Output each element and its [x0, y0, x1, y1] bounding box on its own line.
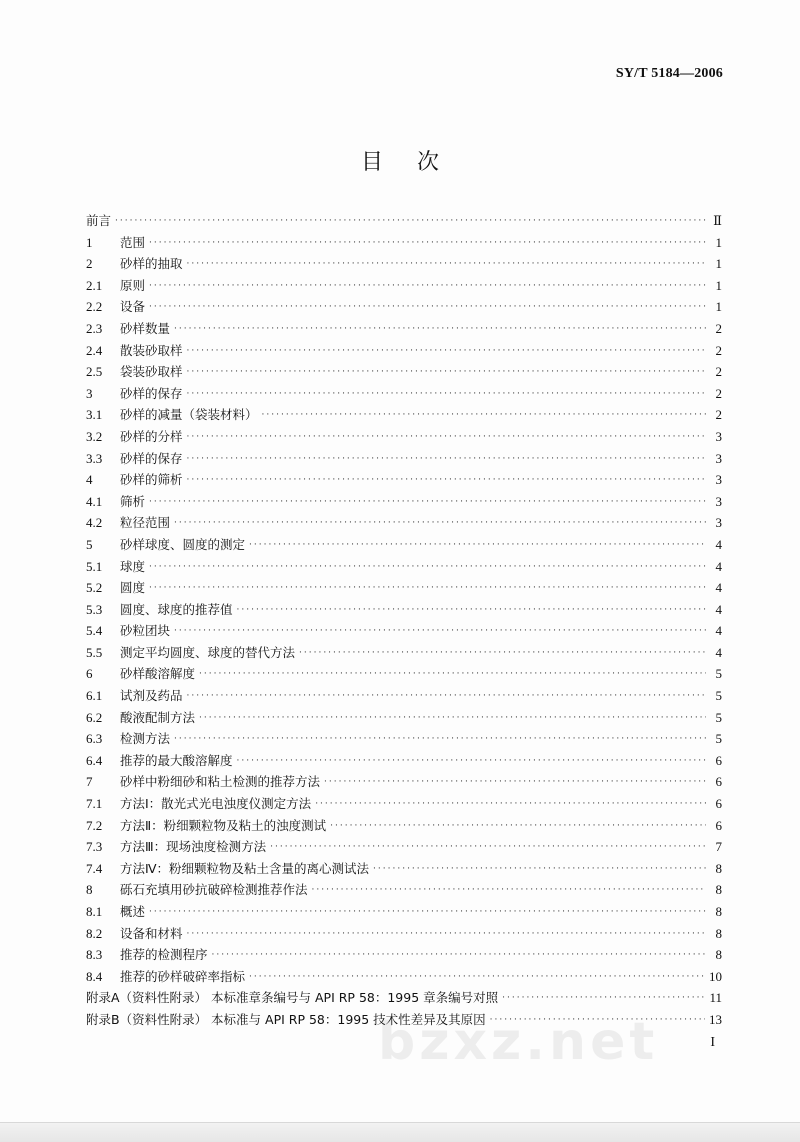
toc-entry[interactable]	[86, 663, 722, 685]
toc-leader-dots	[187, 924, 706, 946]
toc-entry[interactable]	[86, 901, 722, 923]
toc-entry-page: 4	[715, 623, 722, 639]
toc-entry-label: 方法Ⅲ：现场浊度检测方法	[120, 839, 267, 855]
toc-entry-number: 5.4	[86, 623, 103, 639]
toc-entry-label: 前言	[86, 213, 112, 228]
toc-entry-label: 粒径范围	[120, 515, 171, 531]
toc-entry[interactable]	[86, 512, 722, 534]
toc-entry-number: 5.1	[86, 558, 103, 574]
toc-leader-dots	[490, 1010, 705, 1032]
toc-leader-dots	[324, 772, 706, 794]
toc-entry-number: 6.3	[86, 731, 103, 747]
toc-leader-dots	[312, 880, 706, 902]
toc-entry-label: 筛析	[120, 493, 146, 509]
toc-entry[interactable]	[86, 944, 722, 966]
toc-entry-page: 2	[715, 320, 722, 336]
toc-entry[interactable]	[86, 296, 722, 318]
toc-entry-page: 2	[715, 407, 722, 423]
toc-entry-label: 砂样的保存	[120, 385, 183, 401]
toc-entry-number: 2.3	[86, 320, 103, 336]
toc-entry-label: 散装砂取样	[120, 342, 183, 358]
toc-entry-number: 3.1	[86, 407, 103, 423]
page-bottom-edge	[0, 1122, 800, 1142]
toc-leader-dots	[237, 751, 706, 773]
toc-entry[interactable]	[86, 771, 722, 793]
toc-entry-label: 原则	[120, 277, 146, 293]
toc-entry[interactable]	[86, 491, 722, 513]
toc-entry[interactable]	[86, 404, 722, 426]
toc-entry-page: 2	[715, 364, 722, 380]
toc-leader-dots	[149, 297, 706, 319]
toc-leader-dots	[315, 794, 706, 816]
toc-entry-number: 2.1	[86, 277, 103, 293]
toc-entry[interactable]	[86, 728, 722, 750]
toc-entry-page: 3	[715, 472, 722, 488]
toc-leader-dots	[174, 513, 706, 535]
toc-entry-label: 试剂及药品	[120, 688, 183, 704]
toc-leader-dots	[187, 686, 706, 708]
toc-entry[interactable]	[86, 599, 722, 621]
toc-entry-number: 4.1	[86, 493, 103, 509]
toc-entry[interactable]	[86, 620, 722, 642]
toc-leader-dots	[187, 362, 706, 384]
toc-entry-label: 范围	[120, 234, 146, 250]
toc-leader-dots	[249, 967, 705, 989]
toc-entry[interactable]	[86, 879, 722, 901]
toc-entry-number: 6.1	[86, 688, 103, 704]
toc-entry-label: 砾石充填用砂抗破碎检测推荐作法	[120, 882, 308, 898]
toc-entry-number: 8.1	[86, 904, 103, 919]
toc-entry-page: Ⅱ	[713, 213, 722, 228]
toc-leader-dots	[187, 427, 706, 449]
toc-entry-label: 砂样的减量（袋装材料）	[120, 407, 258, 423]
toc-leader-dots	[270, 837, 706, 859]
toc-entry-label: 推荐的检测程序	[120, 947, 208, 963]
toc-entry[interactable]	[86, 966, 722, 988]
toc-leader-dots	[199, 708, 706, 730]
toc-entry-number: 3.2	[86, 428, 103, 444]
toc-entry-page: 1	[715, 256, 722, 272]
toc-leader-dots	[174, 621, 706, 643]
toc-entry[interactable]	[86, 836, 722, 858]
toc-leader-dots	[149, 557, 706, 579]
toc-entry-label: 圆度、球度的推荐值	[120, 601, 233, 617]
toc-entry[interactable]	[86, 707, 722, 729]
toc-leader-dots	[187, 449, 706, 471]
toc-entry-number: 2.5	[86, 364, 103, 380]
toc-entry[interactable]	[86, 210, 722, 232]
toc-entry[interactable]	[86, 642, 722, 664]
toc-entry-number: 8.3	[86, 947, 103, 963]
toc-entry[interactable]	[86, 448, 722, 470]
toc-entry-label: 推荐的砂样破碎率指标	[120, 968, 246, 984]
toc-entry[interactable]	[86, 793, 722, 815]
toc-entry[interactable]	[86, 1009, 722, 1031]
toc-entry-label: 方法Ⅱ：粉细颗粒物及粘土的浊度测试	[120, 817, 327, 833]
toc-entry[interactable]	[86, 426, 722, 448]
toc-entry-label: 方法Ⅳ：粉细颗粒物及粘土含量的离心测试法	[120, 860, 370, 876]
toc-leader-dots	[187, 470, 706, 492]
toc-entry-label: 测定平均圆度、球度的替代方法	[120, 644, 296, 660]
toc-entry-label: 砂样的分样	[120, 428, 183, 444]
toc-entry[interactable]	[86, 361, 722, 383]
toc-entry[interactable]	[86, 577, 722, 599]
toc-entry-label: 设备	[120, 299, 146, 315]
toc-entry-label: 砂样中粉细砂和粘土检测的推荐方法	[120, 774, 321, 790]
toc-entry-label: 砂样球度、圆度的测定	[120, 536, 246, 552]
toc-leader-dots	[237, 600, 706, 622]
toc-title: 目次	[360, 150, 473, 175]
toc-leader-dots	[149, 902, 706, 924]
toc-entry-label: 设备和材料	[120, 925, 183, 941]
toc-entry-number: 7.2	[86, 817, 103, 833]
toc-entry[interactable]	[86, 685, 722, 707]
toc-entry-number: 4	[86, 472, 93, 488]
toc-entry-page: 3	[715, 515, 722, 531]
toc-leader-dots	[187, 254, 706, 276]
toc-leader-dots	[149, 578, 706, 600]
toc-entry-number: 2	[86, 256, 93, 272]
toc-entry-number: 7.1	[86, 796, 103, 812]
toc-entry[interactable]	[86, 383, 722, 405]
toc-entry-number: 8.4	[86, 968, 103, 984]
toc-entry-label: 砂样酸溶解度	[120, 666, 196, 682]
toc-entry[interactable]	[86, 987, 722, 1009]
toc-entry-label: 砂样的抽取	[120, 256, 183, 272]
toc-entry-page: 4	[715, 644, 722, 660]
toc-leader-dots	[149, 492, 706, 514]
toc-entry-number: 6.4	[86, 752, 103, 768]
toc-entry-number: 5	[86, 536, 93, 552]
toc-entry-page: 6	[715, 817, 722, 833]
toc-entry-page: 3	[715, 450, 722, 466]
toc-entry-number: 7.3	[86, 839, 103, 855]
toc-entry-page: 10	[709, 968, 722, 984]
toc-entry-page: 5	[715, 731, 722, 747]
toc-entry-page: 8	[715, 925, 722, 941]
toc-entry-page: 5	[715, 709, 722, 725]
toc-entry[interactable]	[86, 275, 722, 297]
toc-entry-label: 检测方法	[120, 731, 171, 747]
toc-leader-dots	[187, 384, 706, 406]
toc-entry-label: 附录B（资料性附录） 本标准与 API RP 58：1995 技术性差异及其原因	[86, 1011, 486, 1027]
toc-entry[interactable]	[86, 815, 722, 837]
toc-entry-number: 3	[86, 385, 93, 401]
toc-leader-dots	[115, 211, 706, 233]
toc-entry[interactable]	[86, 232, 722, 254]
toc-entry-number: 5.2	[86, 580, 103, 596]
standard-code: SY/T 5184—2006	[615, 66, 723, 81]
toc-entry-label: 砂样的筛析	[120, 472, 183, 488]
toc-entry-page: 6	[715, 752, 722, 768]
toc-leader-dots	[502, 988, 705, 1010]
toc-entry-number: 8	[86, 882, 93, 898]
toc-entry-page: 3	[715, 428, 722, 444]
toc-entry-number: 2.4	[86, 342, 103, 358]
toc-entry-number: 7.4	[86, 860, 103, 876]
toc-entry-page: 1	[715, 277, 722, 293]
toc-entry-page: 8	[715, 904, 722, 919]
toc-entry[interactable]	[86, 556, 722, 578]
toc-entry-page: 3	[715, 493, 722, 509]
toc-entry-page: 8	[715, 860, 722, 876]
toc-leader-dots	[199, 664, 706, 686]
toc-entry-number: 6	[86, 666, 93, 682]
toc-entry-page: 1	[715, 234, 722, 250]
toc-entry-page: 4	[715, 558, 722, 574]
toc-entry[interactable]	[86, 340, 722, 362]
toc-entry-label: 圆度	[120, 580, 146, 596]
toc-entry-label: 概述	[120, 904, 146, 919]
toc-leader-dots	[299, 643, 706, 665]
toc-entry-page: 1	[715, 299, 722, 315]
toc-entry-number: 4.2	[86, 515, 103, 531]
toc-entry[interactable]	[86, 923, 722, 945]
page-number-footer: I	[710, 1035, 715, 1050]
toc-entry[interactable]	[86, 318, 722, 340]
table-of-contents	[86, 210, 722, 1031]
toc-entry-label: 砂样数量	[120, 320, 171, 336]
toc-entry-label: 推荐的最大酸溶解度	[120, 752, 233, 768]
toc-leader-dots	[212, 945, 706, 967]
toc-entry-page: 5	[715, 688, 722, 704]
toc-entry-number: 8.2	[86, 925, 103, 941]
toc-entry-page: 4	[715, 580, 722, 596]
toc-entry-page: 4	[715, 536, 722, 552]
toc-entry-page: 5	[715, 666, 722, 682]
toc-entry-page: 2	[715, 385, 722, 401]
toc-leader-dots	[330, 816, 706, 838]
toc-leader-dots	[149, 233, 706, 255]
toc-entry-page: 8	[715, 947, 722, 963]
toc-entry-label: 袋装砂取样	[120, 364, 183, 380]
toc-entry-label: 球度	[120, 558, 146, 574]
toc-entry[interactable]	[86, 858, 722, 880]
toc-entry-number: 3.3	[86, 450, 103, 466]
toc-entry[interactable]	[86, 253, 722, 275]
toc-entry[interactable]	[86, 469, 722, 491]
watermark: bzxz.net	[378, 1012, 659, 1072]
toc-entry-number: 5.5	[86, 644, 103, 660]
toc-leader-dots	[249, 535, 706, 557]
toc-entry-page: 7	[715, 839, 722, 855]
toc-entry-number: 5.3	[86, 601, 103, 617]
toc-entry-label: 砂样的保存	[120, 450, 183, 466]
toc-leader-dots	[373, 859, 706, 881]
toc-entry-label: 砂粒团块	[120, 623, 171, 639]
toc-entry-number: 1	[86, 234, 93, 250]
toc-leader-dots	[149, 276, 706, 298]
toc-leader-dots	[187, 341, 706, 363]
toc-leader-dots	[262, 405, 706, 427]
toc-entry-page: 6	[715, 774, 722, 790]
toc-entry-page: 13	[709, 1011, 722, 1027]
toc-entry-page: 8	[715, 882, 722, 898]
toc-entry[interactable]	[86, 750, 722, 772]
toc-entry[interactable]	[86, 534, 722, 556]
toc-leader-dots	[174, 319, 706, 341]
toc-entry-page: 6	[715, 796, 722, 812]
toc-entry-number: 2.2	[86, 299, 103, 315]
toc-leader-dots	[174, 729, 706, 751]
toc-entry-page: 4	[715, 601, 722, 617]
toc-entry-label: 方法Ⅰ：散光式光电浊度仪测定方法	[120, 796, 312, 812]
toc-entry-label: 酸液配制方法	[120, 709, 196, 725]
toc-entry-label: 附录A（资料性附录） 本标准章条编号与 API RP 58：1995 章条编号对照	[86, 990, 499, 1006]
toc-entry-page: 11	[709, 990, 722, 1006]
toc-entry-number: 6.2	[86, 709, 103, 725]
toc-entry-number: 7	[86, 774, 93, 790]
toc-entry-page: 2	[715, 342, 722, 358]
